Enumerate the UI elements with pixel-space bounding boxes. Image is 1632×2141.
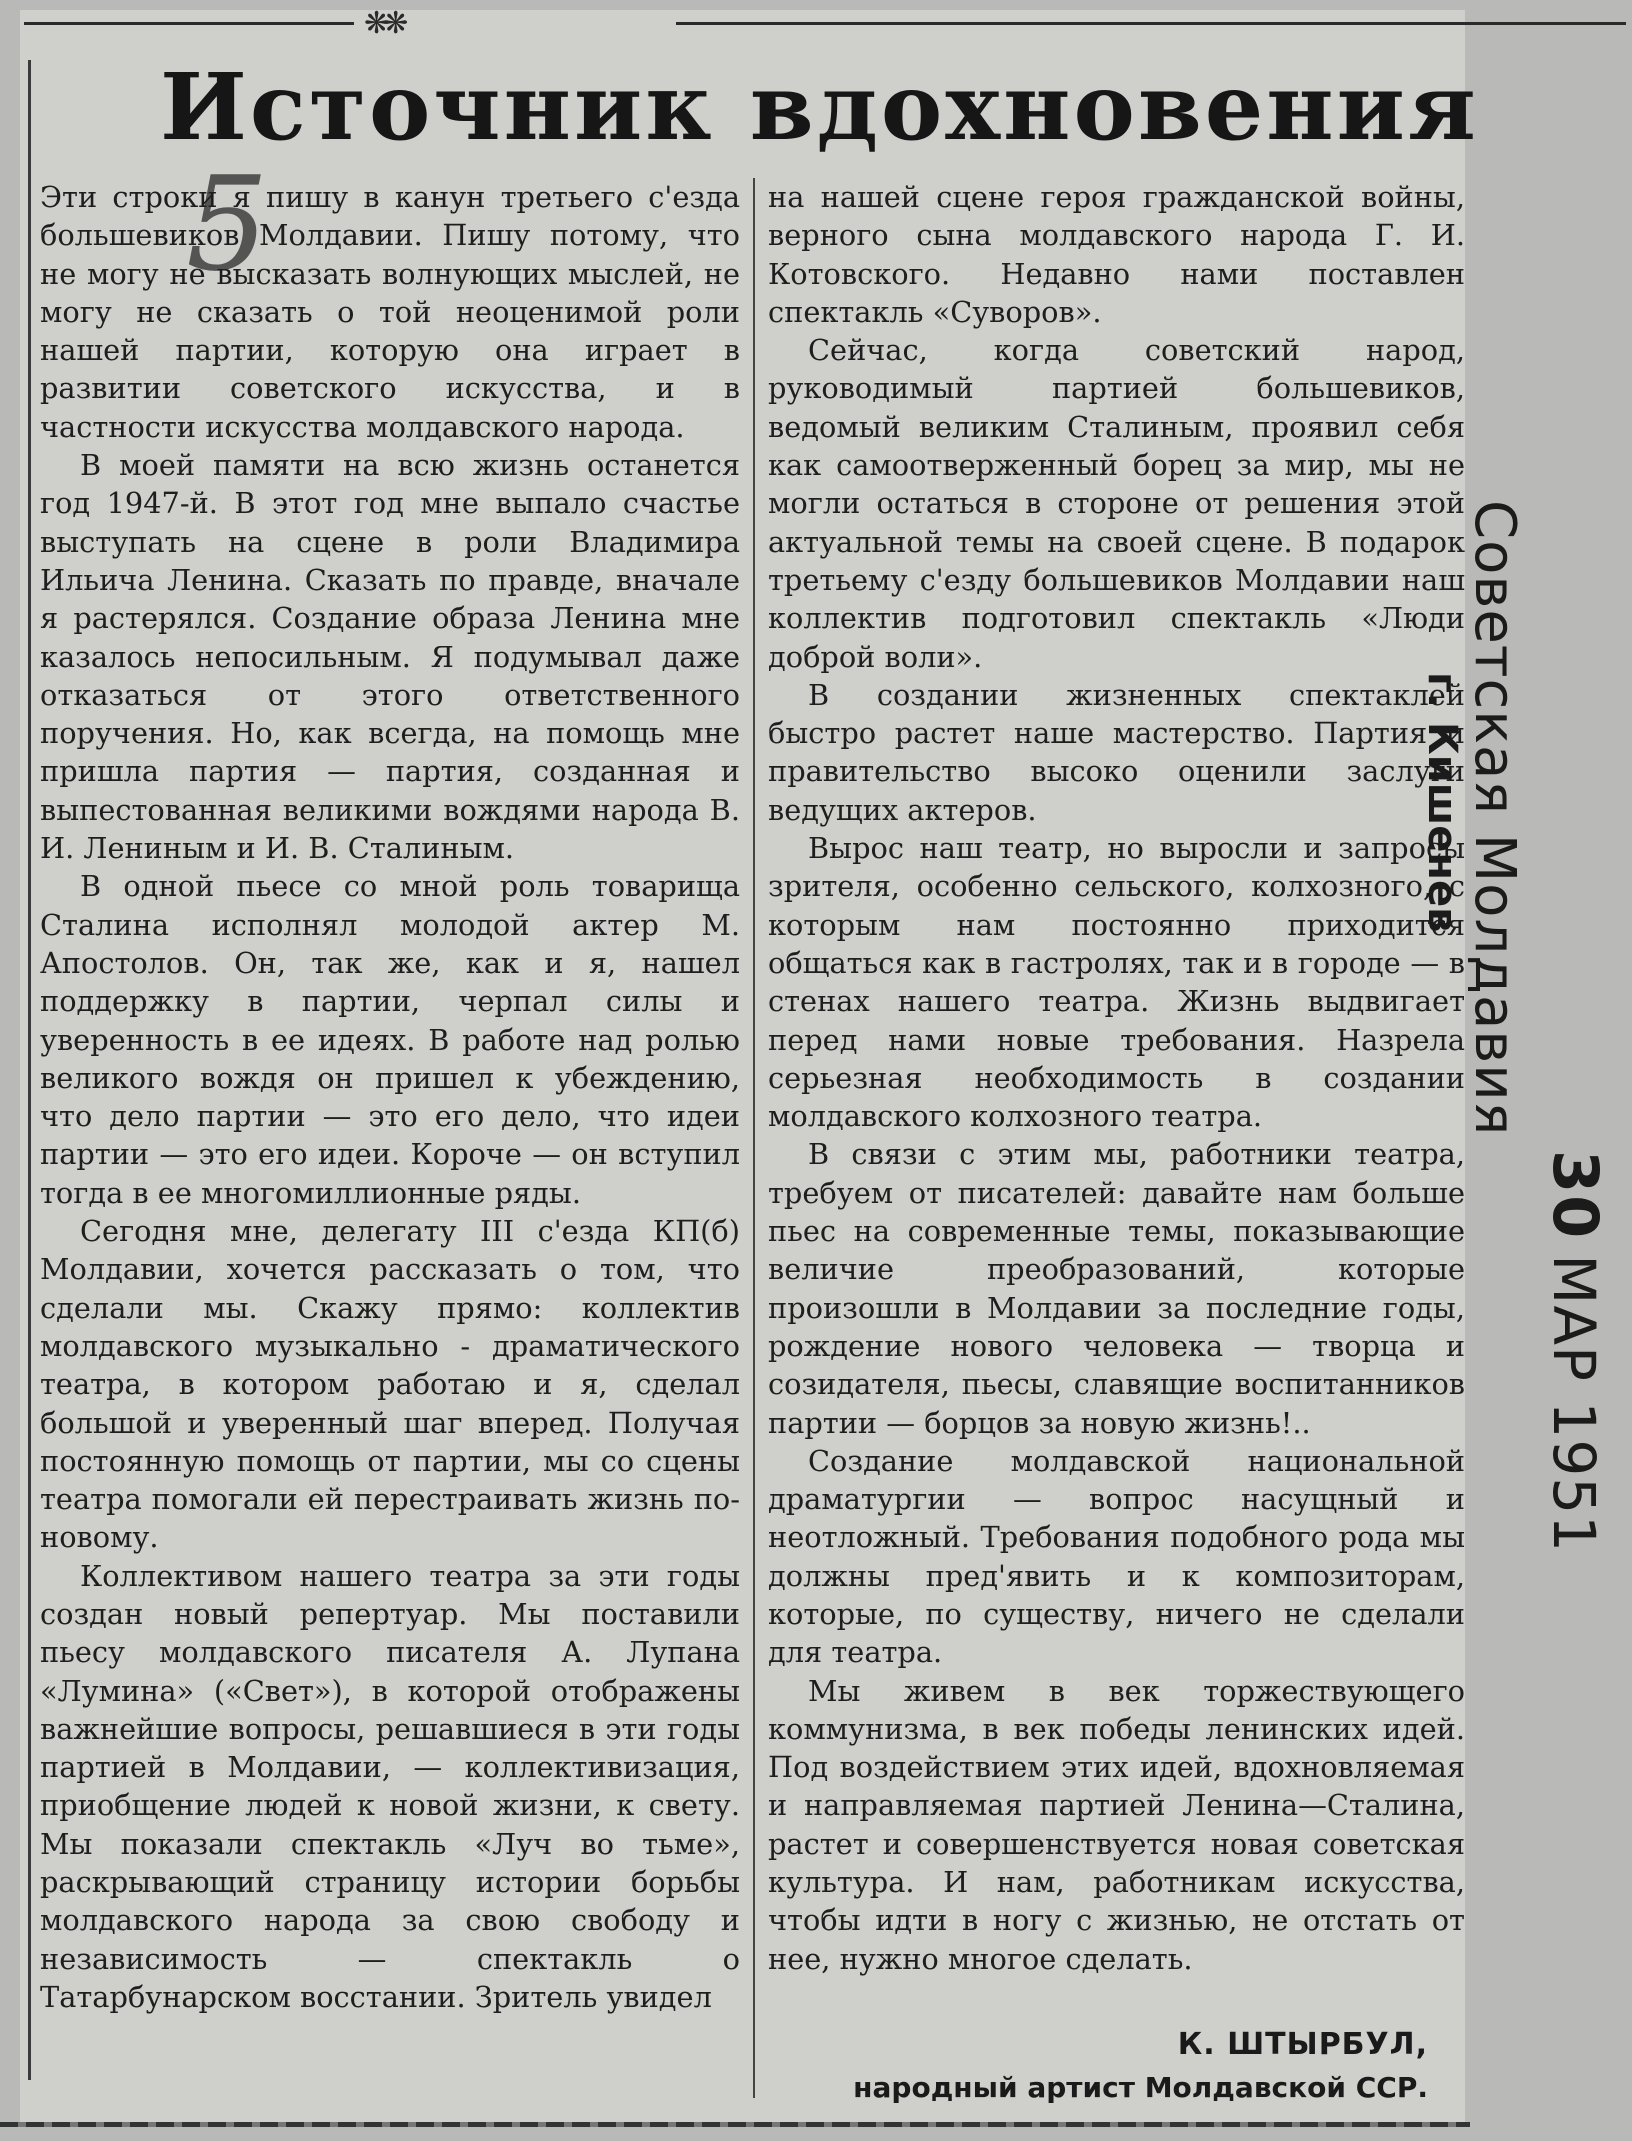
- left-border-rule: [28, 60, 31, 2080]
- paragraph: Сегодня мне, делегату III с'езда КП(б) Молдавии, хочется рассказать о том, что сделали мы. Скажу прямо: коллектив молдавского музыкально - драматического театра, в котором работаю и я, сделал большой и уверенный шаг вперед. Получая постоянную помощь от партии, мы со сцены театра помогали ей перестраивать жизнь по-новому.: [40, 1214, 740, 1555]
- article-title: Источник вдохновения: [160, 53, 1479, 161]
- top-rule-right: [676, 22, 1626, 25]
- paragraph: В создании жизненных спектаклей быстро растет наше мастерство. Партия и правительство высоко оценили заслуги ведущих актеров.: [768, 677, 1465, 827]
- stamp-month-year: МАР 1951: [1540, 1254, 1608, 1554]
- handwritten-mark: 5: [186, 148, 269, 300]
- bottom-border-rule: [0, 2122, 1470, 2127]
- stamp-day: 30: [1539, 1150, 1612, 1241]
- paragraph: В связи с этим мы, работники театра, требуем от писателей: давайте нам больше пьес на современные темы, показывающие величие преобразований, которые произошли в Молдавии за последние годы, рождение нового человека — творца и созидателя, пьесы, славящие воспитанников партии — борцов за новую жизнь!..: [768, 1137, 1465, 1440]
- stamp-city: г. Кишенев: [1419, 672, 1465, 933]
- date-stamp: [1539, 1150, 1612, 1553]
- paragraph: Эти строки я пишу в канун третьего с'езда большевиков Молдавии. Пишу потому, что не могу не высказать волнующих мыслей, не могу не сказать о той неоценимой роли нашей партии, которую она играет в развитии советского искусства, и в частности искусства молдавского народа.: [40, 180, 740, 444]
- paragraph: Коллективом нашего театра за эти годы создан новый репертуар. Мы поставили пьесу молдавского писателя А. Лупана «Лумина» («Свет»), в которой отображены важнейшие вопросы, решавшиеся в эти годы партией в Молдавии, — коллективизация, приобщение людей к новой жизни, к свету. Мы показали спектакль «Луч во тьме», раскрывающий страницу истории борьбы молдавского народа за свою свободу и независимость — спектакль о Татарбунарском восстании. Зритель увидел: [40, 1558, 740, 2014]
- author-signature: [768, 2022, 1428, 2108]
- author-name: К. ШТЫРБУЛ,: [1177, 2027, 1428, 2062]
- newspaper-stamp: [1419, 500, 1527, 1137]
- paragraph: Вырос наш театр, но выросли и запросы зрителя, особенно сельского, колхозного, с которым нам постоянно приходится общаться как в гастролях, так и в городе — в стенах нашего театра. Жизнь выдвигает перед нами новые требования. Назрела серьезная необходимость в создании молдавского колхозного театра.: [768, 831, 1465, 1134]
- column-divider: [753, 178, 755, 2098]
- paragraph: Сейчас, когда советский народ, руководимый партией большевиков, ведомый великим Сталиным, проявил себя как самоотверженный борец за мир, мы не могли остаться в стороне от решения этой актуальной темы на своей сцене. В подарок третьему с'езду большевиков Молдавии наш коллектив подготовил спектакль «Люди доброй воли».: [768, 333, 1465, 674]
- paragraph: В одной пьесе со мной роль товарища Сталина исполнял молодой актер М. Апостолов. Он, так же, как и я, нашел поддержку в партии, черпал силы и уверенность в ее идеях. В работе над ролью великого вождя он пришел к убеждению, что дело партии — это его дело, что идеи партии — это его идеи. Короче — он вступил тогда в ее многомиллионные ряды.: [40, 869, 740, 1210]
- top-rule-left: [24, 22, 354, 25]
- paragraph: Создание молдавской национальной драматургии — вопрос насущный и неотложный. Требования подобного рода мы должны пред'явить и к композиторам, которые, по существу, ничего не сделали для театра.: [768, 1443, 1465, 1670]
- ornament-mark: ❋❋: [364, 6, 403, 41]
- left-column: [40, 178, 740, 2016]
- paragraph: на нашей сцене героя гражданской войны, верного сына молдавского народа Г. И. Котовского. Недавно нами поставлен спектакль «Суворов».: [768, 180, 1465, 329]
- paragraph: Мы живем в век торжествующего коммунизма, в век победы ленинских идей. Под воздействием этих идей, вдохновляемая и направляемая партией Ленина—Сталина, растет и совершенствуется новая советская культура. И нам, работникам искусства, чтобы идти в ногу с жизнью, не отстать от нее, нужно многое сделать.: [768, 1673, 1465, 1976]
- paragraph: В моей памяти на всю жизнь останется год 1947-й. В этот год мне выпало счастье выступать на сцене в роли Владимира Ильича Ленина. Сказать по правде, вначале я растерялся. Создание образа Ленина мне казалось непосильным. Я подумывал даже отказаться от этого ответственного поручения. Но, как всегда, на помощь мне пришла партия — партия, созданная и выпестованная великими вождями народа В. И. Лениным и И. В. Сталиным.: [40, 448, 740, 866]
- stamp-newspaper-name: Советская Молдавия: [1462, 500, 1527, 1137]
- author-title: народный артист Молдавской ССР.: [853, 2071, 1428, 2104]
- right-column: [768, 178, 1465, 1978]
